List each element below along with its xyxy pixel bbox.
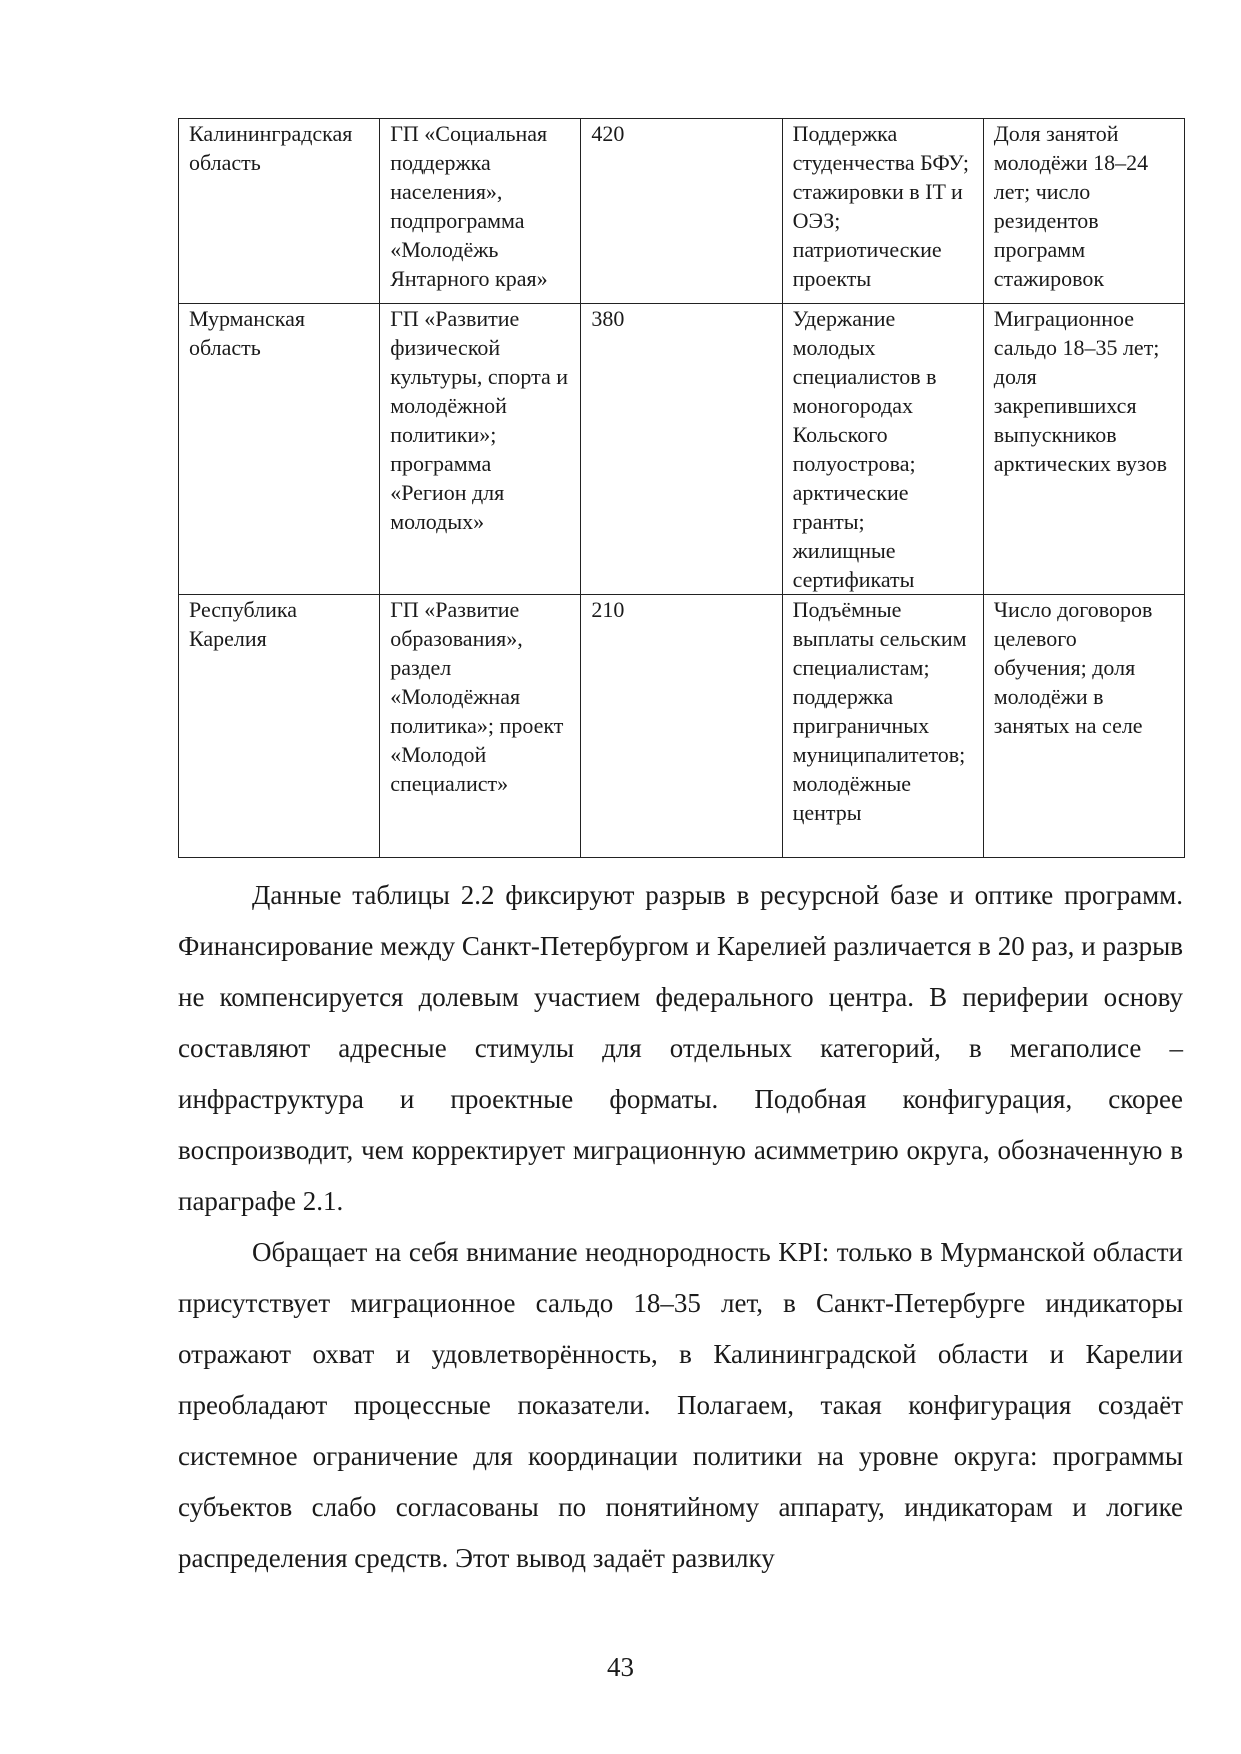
cell-program: ГП «Социальная поддержка населения», подпрограмма «Молодёжь Янтарного края» <box>380 119 581 304</box>
table-row <box>179 304 1185 595</box>
table-row <box>179 595 1185 858</box>
page-number: 43 <box>607 1652 634 1682</box>
cell-region: Калининградская область <box>179 119 380 304</box>
cell-budget: 210 <box>581 595 782 858</box>
regional-programs-table <box>178 118 1185 858</box>
cell-tools: Подъёмные выплаты сельским специалистам; поддержка приграничных муниципалитетов; молодёжные центры <box>782 595 983 858</box>
paragraph: Обращает на себя внимание неоднородность KPI: только в Мурманской области присутствует миграционное сальдо 18–35 лет, в Санкт-Петербурге индикаторы отражают охват и удовлетворённость, в Калининградской области и Карелии преобладают процессные показатели. Полагаем, такая конфигурация создаёт системное ограничение для координации политики на уровне округа: программы субъектов слабо согласованы по понятийному аппарату, индикаторам и логике распределения средств. Этот вывод задаёт развилку <box>178 1237 1183 1573</box>
table-row <box>179 119 1185 304</box>
cell-kpi: Доля занятой молодёжи 18–24 лет; число резидентов программ стажировок <box>983 119 1184 304</box>
cell-region: Республика Карелия <box>179 595 380 858</box>
cell-kpi: Число договоров целевого обучения; доля молодёжи в занятых на селе <box>983 595 1184 858</box>
paragraph: Данные таблицы 2.2 фиксируют разрыв в ресурсной базе и оптике программ. Финансирование между Санкт-Петербургом и Карелией различается в 20 раз, и разрыв не компенсируется долевым участием федерального центра. В периферии основу составляют адресные стимулы для отдельных категорий, в мегаполисе – инфраструктура и проектные форматы. Подобная конфигурация, скорее воспроизводит, чем корректирует миграционную асимметрию округа, обозначенную в параграфе 2.1. <box>178 880 1183 1216</box>
cell-region: Мурманская область <box>179 304 380 595</box>
cell-budget: 420 <box>581 119 782 304</box>
cell-program: ГП «Развитие образования», раздел «Молодёжная политика»; проект «Молодой специалист» <box>380 595 581 858</box>
cell-budget: 380 <box>581 304 782 595</box>
cell-tools: Поддержка студенчества БФУ; стажировки в IT и ОЭЗ; патриотические проекты <box>782 119 983 304</box>
cell-tools: Удержание молодых специалистов в моногородах Кольского полуострова; арктические гранты; жилищные сертификаты <box>782 304 983 595</box>
body-text <box>178 870 1183 1584</box>
cell-program: ГП «Развитие физической культуры, спорта и молодёжной политики»; программа «Регион для молодых» <box>380 304 581 595</box>
cell-kpi: Миграционное сальдо 18–35 лет; доля закрепившихся выпускников арктических вузов <box>983 304 1184 595</box>
